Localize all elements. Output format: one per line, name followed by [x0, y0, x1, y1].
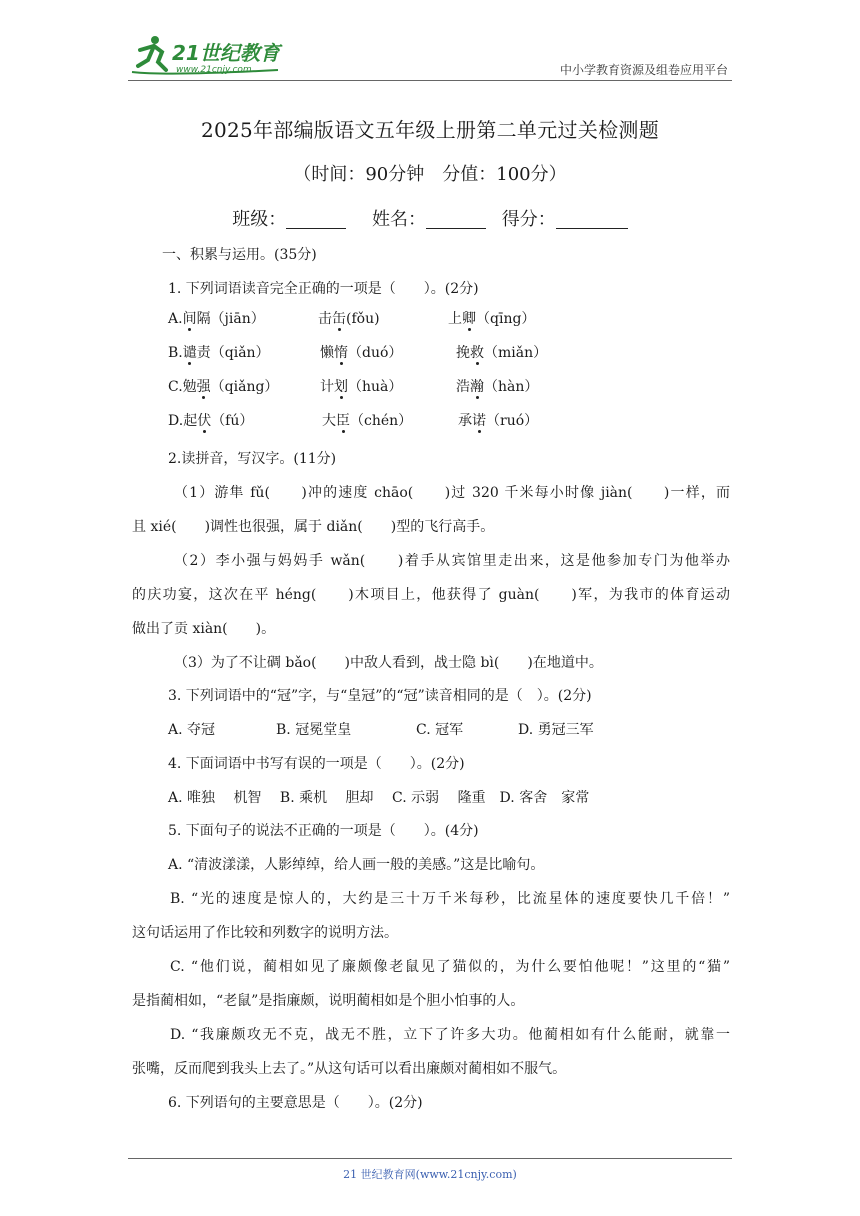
q1-option-c: C.勉强（qiǎng） — [168, 379, 279, 395]
page-title: 2025年部编版语文五年级上册第二单元过关检测题 — [200, 118, 660, 142]
q1-option-b-word3: 挽救（miǎn） — [456, 345, 548, 361]
q3-option-d: D. 勇冠三军 — [518, 722, 594, 738]
q1-option-d: D.起伏（fú） — [168, 413, 254, 429]
q5-option-a: A. “清波漾漾，人影绰绰，给人画一般的美感。”这是比喻句。 — [168, 857, 545, 873]
exam-meta: （时间：90分钟 分值：100分） — [293, 164, 567, 185]
q1-option-a-word3: 上卿（qīng） — [448, 311, 536, 327]
q3-option-a: A. 夺冠 — [168, 722, 216, 738]
q2-part2-line2: 的庆功宴，这次在平 héng( )木项目上，他获得了 guàn( )军，为我市的体育运动 — [132, 587, 730, 603]
q2-part2-line1: （2）李小强与妈妈手 wǎn( )着手从宾馆里走出来，这是他参加专门为他举办 — [174, 553, 730, 569]
q1-option-c-word3: 浩瀚（hàn） — [456, 379, 539, 395]
score-field[interactable] — [556, 208, 628, 229]
class-label: 班级： — [232, 209, 287, 230]
footer-divider — [128, 1158, 732, 1159]
question-5-stem: 5. 下面句子的说法不正确的一项是（ ）。(4分) — [168, 823, 479, 839]
q2-part1-line1: （1）游隼 fǔ( )冲的速度 chāo( )过 320 千米每小时像 jiàn( )一样，而 — [174, 485, 730, 501]
q1-option-b-word2: 懒惰（duó） — [320, 345, 403, 361]
q1-option-d-word3: 承诺（ruó） — [458, 413, 539, 429]
q2-part1-line2: 且 xié( )调性也很强，属于 diǎn( )型的飞行高手。 — [132, 519, 495, 535]
q5-option-b-line1: B. “光的速度是惊人的，大约是三十万千米每秒，比流星体的速度要快几千倍！” — [170, 891, 730, 907]
q3-options — [168, 720, 594, 740]
q5-option-b-line2: 这句话运用了作比较和列数字的说明方法。 — [132, 925, 398, 941]
section-heading: 一、积累与运用。(35分) — [162, 247, 317, 263]
q1-option-b: B.谴责（qiǎn） — [168, 345, 270, 361]
q1-option-a-word2: 击缶(fǒu) — [318, 311, 380, 327]
student-info — [0, 205, 860, 231]
q4-options: A. 唯独 机智 B. 乘机 胆却 C. 示弱 隆重 D. 客舍 家常 — [168, 790, 590, 806]
q1-option-d-word2: 大臣（chén） — [322, 413, 413, 429]
q5-option-d-line1: D. “我廉颇攻无不克，战无不胜，立下了许多大功。他蔺相如有什么能耐，就靠一 — [170, 1027, 730, 1043]
name-label: 姓名： — [372, 209, 426, 230]
q3-option-b: B. 冠冕堂皇 — [276, 722, 352, 738]
header-divider — [128, 80, 732, 81]
question-6-stem: 6. 下列语句的主要意思是（ ）。(2分) — [168, 1095, 423, 1111]
question-2-stem: 2.读拼音，写汉字。(11分) — [168, 451, 337, 467]
q5-option-c-line2: 是指蔺相如，“老鼠”是指廉颇，说明蔺相如是个胆小怕事的人。 — [132, 993, 525, 1009]
class-field[interactable] — [286, 208, 346, 229]
q2-part3: （3）为了不让碉 bǎo( )中敌人看到，战士隐 bì( )在地道中。 — [174, 655, 603, 671]
q1-option-a: A.间隔（jiān） — [168, 311, 265, 327]
platform-name: 中小学教育资源及组卷应用平台 — [559, 63, 728, 77]
q5-option-d-line2: 张嘴，反而爬到我头上去了。”从这句话可以看出廉颇对蔺相如不服气。 — [132, 1061, 567, 1077]
question-3-stem: 3. 下列词语中的“冠”字，与“皇冠”的“冠”读音相同的是（ ）。(2分) — [168, 688, 592, 704]
logo-text: 21世纪教育 — [172, 41, 280, 65]
q1-option-c-word2: 计划（huà） — [320, 379, 403, 395]
score-label: 得分： — [501, 209, 556, 230]
name-field[interactable] — [426, 208, 486, 229]
logo-url: www.21cnjy.com — [176, 65, 252, 75]
q5-option-c-line1: C. “他们说，蔺相如见了廉颇像老鼠见了猫似的，为什么要怕他呢！”这里的“猫” — [170, 959, 730, 975]
logo — [128, 32, 288, 78]
question-4-stem: 4. 下面词语中书写有误的一项是（ ）。(2分) — [168, 756, 465, 772]
logo-runner-icon — [128, 32, 288, 78]
footer-link[interactable]: 21 世纪教育网(www.21cnjy.com) — [343, 1168, 517, 1181]
q2-part2-line3: 做出了贡 xiàn( )。 — [132, 621, 276, 637]
q3-option-c: C. 冠军 — [416, 722, 464, 738]
question-1-stem: 1. 下列词语读音完全正确的一项是（ ）。(2分) — [168, 281, 479, 297]
